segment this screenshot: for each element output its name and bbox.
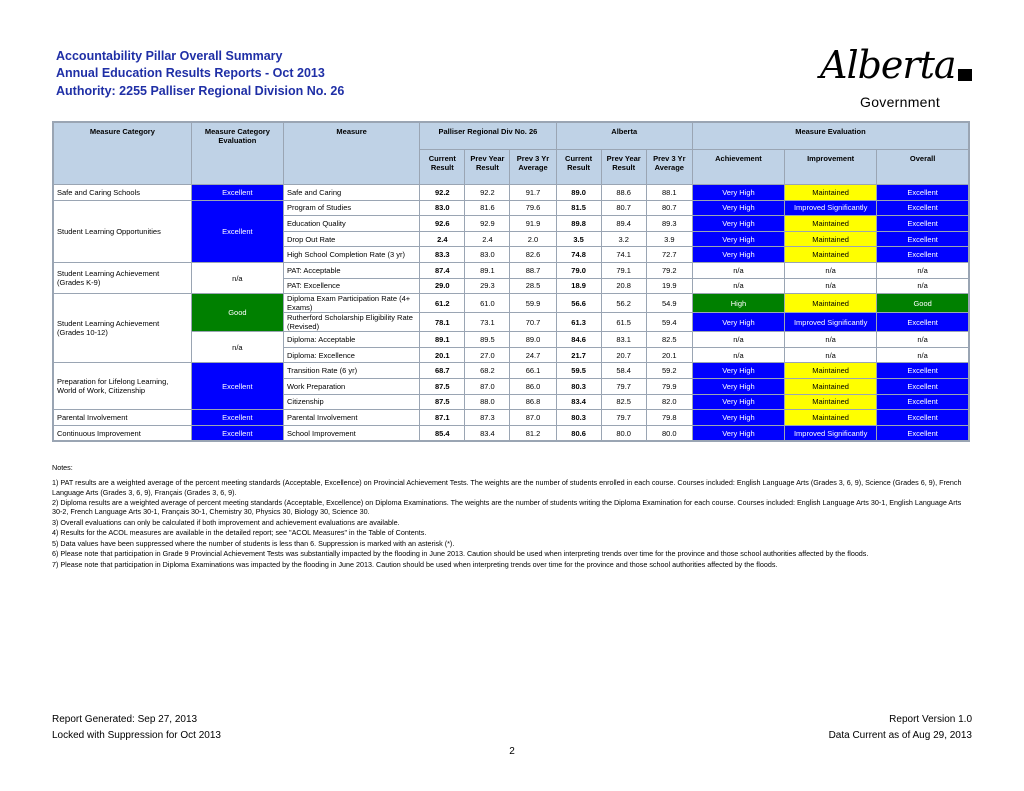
- value-cell: 73.1: [465, 313, 510, 332]
- value-cell: 61.0: [465, 294, 510, 313]
- value-cell: 74.8: [556, 247, 601, 263]
- measure-cell: Diploma: Acceptable: [283, 332, 419, 348]
- overall-cell: Excellent: [877, 200, 969, 216]
- table-row: [53, 332, 969, 348]
- value-cell: 61.5: [601, 313, 646, 332]
- value-cell: 89.0: [510, 332, 556, 348]
- page-number: 2: [509, 746, 515, 757]
- overall-cell: Excellent: [877, 313, 969, 332]
- header-current-result: Current Result: [420, 150, 465, 185]
- header-prev-3yr: Prev 3 Yr Average: [510, 150, 556, 185]
- value-cell: 79.7: [601, 410, 646, 426]
- value-cell: 87.5: [420, 394, 465, 410]
- measure-cell: PAT: Acceptable: [283, 262, 419, 278]
- measure-cell: Safe and Caring: [283, 185, 419, 201]
- value-cell: 79.6: [510, 200, 556, 216]
- value-cell: 88.1: [646, 185, 692, 201]
- value-cell: 87.3: [465, 410, 510, 426]
- value-cell: 68.2: [465, 363, 510, 379]
- value-cell: 59.2: [646, 363, 692, 379]
- value-cell: 70.7: [510, 313, 556, 332]
- category-eval-cell: Excellent: [191, 200, 283, 262]
- category-eval-cell: n/a: [191, 332, 283, 363]
- data-current-date: Data Current as of Aug 29, 2013: [828, 730, 972, 741]
- value-cell: 81.6: [465, 200, 510, 216]
- value-cell: 3.5: [556, 231, 601, 247]
- value-cell: 2.4: [420, 231, 465, 247]
- value-cell: 92.6: [420, 216, 465, 232]
- category-cell: Student Learning Achievement (Grades 10-12): [53, 294, 191, 363]
- improvement-cell: Maintained: [785, 247, 877, 263]
- overall-cell: Excellent: [877, 425, 969, 441]
- value-cell: 86.8: [510, 394, 556, 410]
- table-row: [53, 410, 969, 426]
- value-cell: 88.7: [510, 262, 556, 278]
- report-version: Report Version 1.0: [889, 714, 972, 725]
- measure-cell: Drop Out Rate: [283, 231, 419, 247]
- value-cell: 86.0: [510, 378, 556, 394]
- value-cell: 89.0: [556, 185, 601, 201]
- value-cell: 21.7: [556, 347, 601, 363]
- value-cell: 28.5: [510, 278, 556, 294]
- achievement-cell: Very High: [692, 378, 784, 394]
- measure-cell: Transition Rate (6 yr): [283, 363, 419, 379]
- value-cell: 54.9: [646, 294, 692, 313]
- value-cell: 80.7: [601, 200, 646, 216]
- value-cell: 3.9: [646, 231, 692, 247]
- value-cell: 27.0: [465, 347, 510, 363]
- overall-cell: n/a: [877, 347, 969, 363]
- value-cell: 79.8: [646, 410, 692, 426]
- value-cell: 83.4: [465, 425, 510, 441]
- value-cell: 92.2: [420, 185, 465, 201]
- header-measure: Measure: [283, 122, 419, 185]
- value-cell: 81.2: [510, 425, 556, 441]
- header-ab-prev-year: Prev Year Result: [601, 150, 646, 185]
- note-item: 1) PAT results are a weighted average of the percent meeting standards (Acceptable, Excellence) on Provincial Achievement Tests. The weights are the number of students enrolled in each course. Courses included: English Language Arts (Grades 3, 6, 9), Science (Grades 6, 9), French Language Arts (Grades 3, 6, 9), Français (Grades 3, 6, 9).: [52, 478, 962, 497]
- note-item: 7) Please note that participation in Diploma Examinations was impacted by the flooding in June 2013. Caution should be used when interpreting trends over time for the province and those school authorities affected by the floods.: [52, 559, 778, 569]
- value-cell: 89.5: [465, 332, 510, 348]
- overall-cell: Excellent: [877, 363, 969, 379]
- table-row: [53, 363, 969, 379]
- report-generated: Report Generated: Sep 27, 2013: [52, 714, 198, 725]
- overall-cell: n/a: [877, 332, 969, 348]
- value-cell: 2.0: [510, 231, 556, 247]
- header-measure-evaluation: Measure Evaluation: [692, 122, 969, 150]
- value-cell: 82.6: [510, 247, 556, 263]
- measure-cell: Citizenship: [283, 394, 419, 410]
- value-cell: 80.3: [556, 378, 601, 394]
- value-cell: 61.3: [556, 313, 601, 332]
- value-cell: 59.4: [646, 313, 692, 332]
- measure-cell: High School Completion Rate (3 yr): [283, 247, 419, 263]
- header-authority: Palliser Regional Div No. 26: [420, 122, 556, 150]
- achievement-cell: Very High: [692, 363, 784, 379]
- measure-cell: Parental Involvement: [283, 410, 419, 426]
- value-cell: 59.9: [510, 294, 556, 313]
- summary-table: [52, 121, 970, 442]
- table-row: [53, 294, 969, 313]
- value-cell: 89.1: [465, 262, 510, 278]
- value-cell: 87.0: [510, 410, 556, 426]
- achievement-cell: n/a: [692, 278, 784, 294]
- improvement-cell: Improved Significantly: [785, 425, 877, 441]
- achievement-cell: n/a: [692, 347, 784, 363]
- measure-cell: PAT: Excellence: [283, 278, 419, 294]
- header-achievement: Achievement: [692, 150, 784, 185]
- value-cell: 56.6: [556, 294, 601, 313]
- note-item: 5) Data values have been suppressed where the number of students is less than 6. Suppression is marked with an asterisk (*).: [52, 538, 455, 548]
- overall-cell: Excellent: [877, 231, 969, 247]
- value-cell: 79.2: [646, 262, 692, 278]
- value-cell: 18.9: [556, 278, 601, 294]
- measure-cell: Rutherford Scholarship Eligibility Rate (Revised): [283, 313, 419, 332]
- government-label: Government: [860, 94, 941, 110]
- achievement-cell: Very High: [692, 410, 784, 426]
- value-cell: 89.3: [646, 216, 692, 232]
- value-cell: 80.3: [556, 410, 601, 426]
- note-item: 2) Diploma results are a weighted average of percent meeting standards (Acceptable, Excellence) on Diploma Examinations. The weights are the number of students writing the Diploma Examination for each course. Courses included: English Language Arts 30-1, English Language Arts 30-2, French Language Arts 30-1, Français 30-1, Chemistry 30, Physics 30, Biology 30, Science 30.: [52, 498, 962, 517]
- header-ab-prev-3yr: Prev 3 Yr Average: [646, 150, 692, 185]
- improvement-cell: Maintained: [785, 294, 877, 313]
- header-overall: Overall: [877, 150, 969, 185]
- category-eval-cell: Excellent: [191, 410, 283, 426]
- achievement-cell: Very High: [692, 216, 784, 232]
- value-cell: 82.5: [646, 332, 692, 348]
- value-cell: 79.0: [556, 262, 601, 278]
- logo-flag-mark: [958, 69, 972, 81]
- value-cell: 88.0: [465, 394, 510, 410]
- value-cell: 87.1: [420, 410, 465, 426]
- value-cell: 20.7: [601, 347, 646, 363]
- value-cell: 91.9: [510, 216, 556, 232]
- value-cell: 56.2: [601, 294, 646, 313]
- value-cell: 92.2: [465, 185, 510, 201]
- improvement-cell: Maintained: [785, 410, 877, 426]
- measure-cell: Diploma Exam Participation Rate (4+ Exams): [283, 294, 419, 313]
- measure-cell: Diploma: Excellence: [283, 347, 419, 363]
- category-cell: Safe and Caring Schools: [53, 185, 191, 201]
- achievement-cell: Very High: [692, 394, 784, 410]
- category-eval-cell: Excellent: [191, 363, 283, 410]
- value-cell: 19.9: [646, 278, 692, 294]
- value-cell: 83.0: [465, 247, 510, 263]
- value-cell: 78.1: [420, 313, 465, 332]
- value-cell: 83.3: [420, 247, 465, 263]
- table-row: [53, 262, 969, 278]
- improvement-cell: Maintained: [785, 185, 877, 201]
- value-cell: 80.0: [646, 425, 692, 441]
- value-cell: 91.7: [510, 185, 556, 201]
- measure-cell: Program of Studies: [283, 200, 419, 216]
- improvement-cell: n/a: [785, 278, 877, 294]
- improvement-cell: Maintained: [785, 394, 877, 410]
- improvement-cell: Improved Significantly: [785, 313, 877, 332]
- improvement-cell: Maintained: [785, 216, 877, 232]
- value-cell: 29.3: [465, 278, 510, 294]
- notes-label: Notes:: [52, 463, 73, 472]
- value-cell: 72.7: [646, 247, 692, 263]
- measure-cell: Work Preparation: [283, 378, 419, 394]
- note-item: 4) Results for the ACOL measures are available in the detailed report; see "ACOL Measures" in the Table of Contents.: [52, 528, 427, 538]
- note-item: 6) Please note that participation in Grade 9 Provincial Achievement Tests was substantially impacted by the flooding in June 2013. Caution should be used when interpreting trends over time for the province and those school authorities affected by the floods.: [52, 549, 869, 559]
- overall-cell: Good: [877, 294, 969, 313]
- value-cell: 59.5: [556, 363, 601, 379]
- value-cell: 3.2: [601, 231, 646, 247]
- improvement-cell: Improved Significantly: [785, 200, 877, 216]
- overall-cell: Excellent: [877, 247, 969, 263]
- overall-cell: n/a: [877, 278, 969, 294]
- achievement-cell: High: [692, 294, 784, 313]
- value-cell: 24.7: [510, 347, 556, 363]
- value-cell: 80.0: [601, 425, 646, 441]
- achievement-cell: Very High: [692, 247, 784, 263]
- value-cell: 81.5: [556, 200, 601, 216]
- report-subtitle: Annual Education Results Reports - Oct 2013: [56, 66, 325, 80]
- value-cell: 68.7: [420, 363, 465, 379]
- value-cell: 84.6: [556, 332, 601, 348]
- value-cell: 85.4: [420, 425, 465, 441]
- value-cell: 58.4: [601, 363, 646, 379]
- improvement-cell: Maintained: [785, 231, 877, 247]
- measure-cell: School Improvement: [283, 425, 419, 441]
- locked-status: Locked with Suppression for Oct 2013: [52, 730, 221, 741]
- table-row: [53, 425, 969, 441]
- value-cell: 82.5: [601, 394, 646, 410]
- improvement-cell: n/a: [785, 332, 877, 348]
- value-cell: 61.2: [420, 294, 465, 313]
- achievement-cell: Very High: [692, 313, 784, 332]
- overall-cell: Excellent: [877, 378, 969, 394]
- category-eval-cell: Excellent: [191, 425, 283, 441]
- table-row: [53, 185, 969, 201]
- value-cell: 82.0: [646, 394, 692, 410]
- value-cell: 87.4: [420, 262, 465, 278]
- header-measure-category: Measure Category: [53, 122, 191, 185]
- value-cell: 66.1: [510, 363, 556, 379]
- measure-cell: Education Quality: [283, 216, 419, 232]
- overall-cell: n/a: [877, 262, 969, 278]
- header-category-evaluation: Measure Category Evaluation: [191, 122, 283, 185]
- notes-section: [52, 463, 967, 570]
- category-eval-cell: Excellent: [191, 185, 283, 201]
- value-cell: 79.1: [601, 262, 646, 278]
- category-cell: Student Learning Opportunities: [53, 200, 191, 262]
- achievement-cell: n/a: [692, 332, 784, 348]
- report-title: Accountability Pillar Overall Summary: [56, 49, 283, 63]
- table-row: [53, 200, 969, 216]
- value-cell: 92.9: [465, 216, 510, 232]
- value-cell: 89.4: [601, 216, 646, 232]
- improvement-cell: Maintained: [785, 363, 877, 379]
- value-cell: 29.0: [420, 278, 465, 294]
- improvement-cell: Maintained: [785, 378, 877, 394]
- overall-cell: Excellent: [877, 410, 969, 426]
- value-cell: 83.0: [420, 200, 465, 216]
- value-cell: 74.1: [601, 247, 646, 263]
- value-cell: 88.6: [601, 185, 646, 201]
- authority-title: Authority: 2255 Palliser Regional Division No. 26: [56, 84, 345, 98]
- achievement-cell: n/a: [692, 262, 784, 278]
- value-cell: 89.1: [420, 332, 465, 348]
- alberta-government-logo: [818, 44, 978, 114]
- value-cell: 2.4: [465, 231, 510, 247]
- note-item: 3) Overall evaluations can only be calculated if both improvement and achievement evaluations are available.: [52, 517, 400, 527]
- category-cell: Student Learning Achievement (Grades K-9): [53, 262, 191, 293]
- overall-cell: Excellent: [877, 185, 969, 201]
- overall-cell: Excellent: [877, 394, 969, 410]
- category-cell: Continuous Improvement: [53, 425, 191, 441]
- achievement-cell: Very High: [692, 425, 784, 441]
- alberta-wordmark: Alberta: [820, 43, 956, 87]
- value-cell: 87.5: [420, 378, 465, 394]
- value-cell: 79.9: [646, 378, 692, 394]
- header-alberta: Alberta: [556, 122, 692, 150]
- achievement-cell: Very High: [692, 185, 784, 201]
- improvement-cell: n/a: [785, 347, 877, 363]
- category-cell: Parental Involvement: [53, 410, 191, 426]
- header-improvement: Improvement: [785, 150, 877, 185]
- value-cell: 20.1: [420, 347, 465, 363]
- value-cell: 83.4: [556, 394, 601, 410]
- overall-cell: Excellent: [877, 216, 969, 232]
- value-cell: 79.7: [601, 378, 646, 394]
- value-cell: 80.6: [556, 425, 601, 441]
- achievement-cell: Very High: [692, 231, 784, 247]
- value-cell: 20.1: [646, 347, 692, 363]
- category-cell: Preparation for Lifelong Learning, World of Work, Citizenship: [53, 363, 191, 410]
- improvement-cell: n/a: [785, 262, 877, 278]
- header-ab-current-result: Current Result: [556, 150, 601, 185]
- achievement-cell: Very High: [692, 200, 784, 216]
- value-cell: 89.8: [556, 216, 601, 232]
- value-cell: 80.7: [646, 200, 692, 216]
- category-eval-cell: Good: [191, 294, 283, 332]
- value-cell: 83.1: [601, 332, 646, 348]
- value-cell: 87.0: [465, 378, 510, 394]
- header-prev-year: Prev Year Result: [465, 150, 510, 185]
- value-cell: 20.8: [601, 278, 646, 294]
- category-eval-cell: n/a: [191, 262, 283, 293]
